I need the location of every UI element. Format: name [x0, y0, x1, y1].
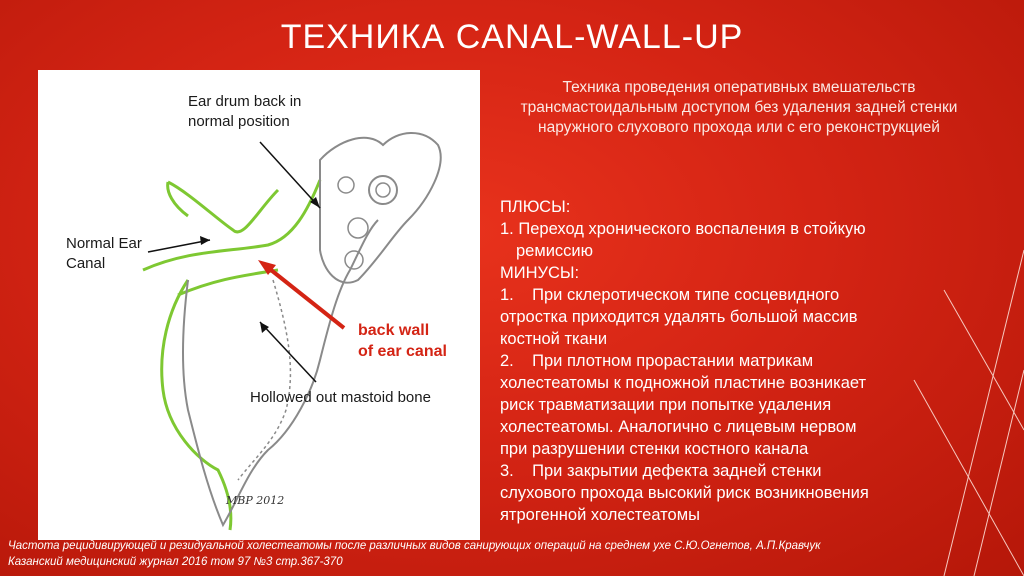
label-ear-canal-line-1: Normal Ear [66, 235, 142, 252]
cons-item-3-text-1: При закрытии дефекта задней стенки [532, 462, 822, 480]
ear-canal-pointer-head [200, 236, 210, 245]
ear-canal-outline [143, 180, 320, 295]
footer-citation [8, 538, 1018, 570]
label-ear-drum-line-2: normal position [188, 113, 290, 130]
deco-line-4 [944, 290, 1024, 430]
cons-item-3-line-3: ятрогенной холестеатомы [500, 506, 700, 524]
intro-text: Техника проведения оперативных вмешательств трансмастоидальным доступом без удаления задней стенки наружного слухового прохода или с его реконструкцией [520, 79, 958, 136]
pros-item-1-number: 1. [500, 220, 514, 238]
cons-heading: МИНУСЫ: [500, 264, 580, 282]
cons-item-2-line-4: холестеатомы. Аналогично с лицевым нервом [500, 418, 857, 436]
mastoid-outline [183, 220, 378, 525]
ossicle-shape-2 [348, 218, 368, 238]
pros-item-1-text: Переход хронического воспаления в стойкую [518, 220, 866, 238]
mastoid-pointer-line [260, 322, 316, 382]
mastoid-inner-outline [238, 280, 290, 480]
deco-line-1 [944, 250, 1024, 576]
slide-title: ТЕХНИКА CANAL-WALL-UP [280, 18, 744, 56]
label-ear-canal-line-2: Canal [66, 255, 106, 272]
ossicle-shape [338, 177, 354, 193]
cons-item-3-line-2: слухового прохода высокий риск возникновения [500, 484, 869, 502]
decorative-corner-lines [904, 0, 1024, 576]
label-back-wall-line-1: back wall [358, 322, 430, 339]
cons-item-1-line-3: костной ткани [500, 330, 608, 348]
label-ear-drum [188, 92, 301, 132]
ear-anatomy-diagram [38, 70, 480, 540]
footer-line-1: Частота рецидивирующей и резидуальной холестеатомы после различных видов санирующих операций на среднем ухе С.Ю.Огнетов, А.П.Кравчук [8, 540, 821, 552]
cons-item-3-number: 3. [500, 462, 514, 480]
cochlea-shape [369, 176, 397, 204]
cochlea-inner-shape [376, 183, 390, 197]
diagram-panel [38, 70, 480, 540]
cons-item-1-number: 1. [500, 286, 514, 304]
label-back-wall [358, 320, 447, 362]
cons-item-2-line-3: риск травматизации при попытке удаления [500, 396, 832, 414]
pros-heading: ПЛЮСЫ: [500, 198, 571, 216]
cons-item-2-text-1: При плотном прорастании матрикам [532, 352, 814, 370]
middle-ear-outline [320, 133, 441, 283]
label-ear-drum-line-1: Ear drum back in [188, 93, 302, 110]
ear-canal-lower-edge [162, 280, 231, 530]
label-mastoid: Hollowed out mastoid bone [250, 389, 431, 406]
signature: MBP 2012 [226, 494, 285, 507]
pros-item-1-continuation: ремиссию [516, 242, 594, 260]
cons-item-1-text-1: При склеротическом типе сосцевидного [532, 286, 840, 304]
cons-item-2-number: 2. [500, 352, 514, 370]
cons-item-2-line-5: при разрушении стенки костного канала [500, 440, 809, 458]
mastoid-pointer-head [260, 322, 269, 333]
cons-item-2-line-2: холестеатомы к подножной пластине возникает [500, 374, 867, 392]
label-back-wall-line-2: of ear canal [358, 343, 447, 360]
footer-line-2: Казанский медицинский журнал 2016 том 97 №3 стр.367-370 [8, 556, 343, 568]
cons-item-1-line-2: отростка приходится удалять большой массив [500, 308, 858, 326]
label-ear-canal [66, 234, 142, 274]
